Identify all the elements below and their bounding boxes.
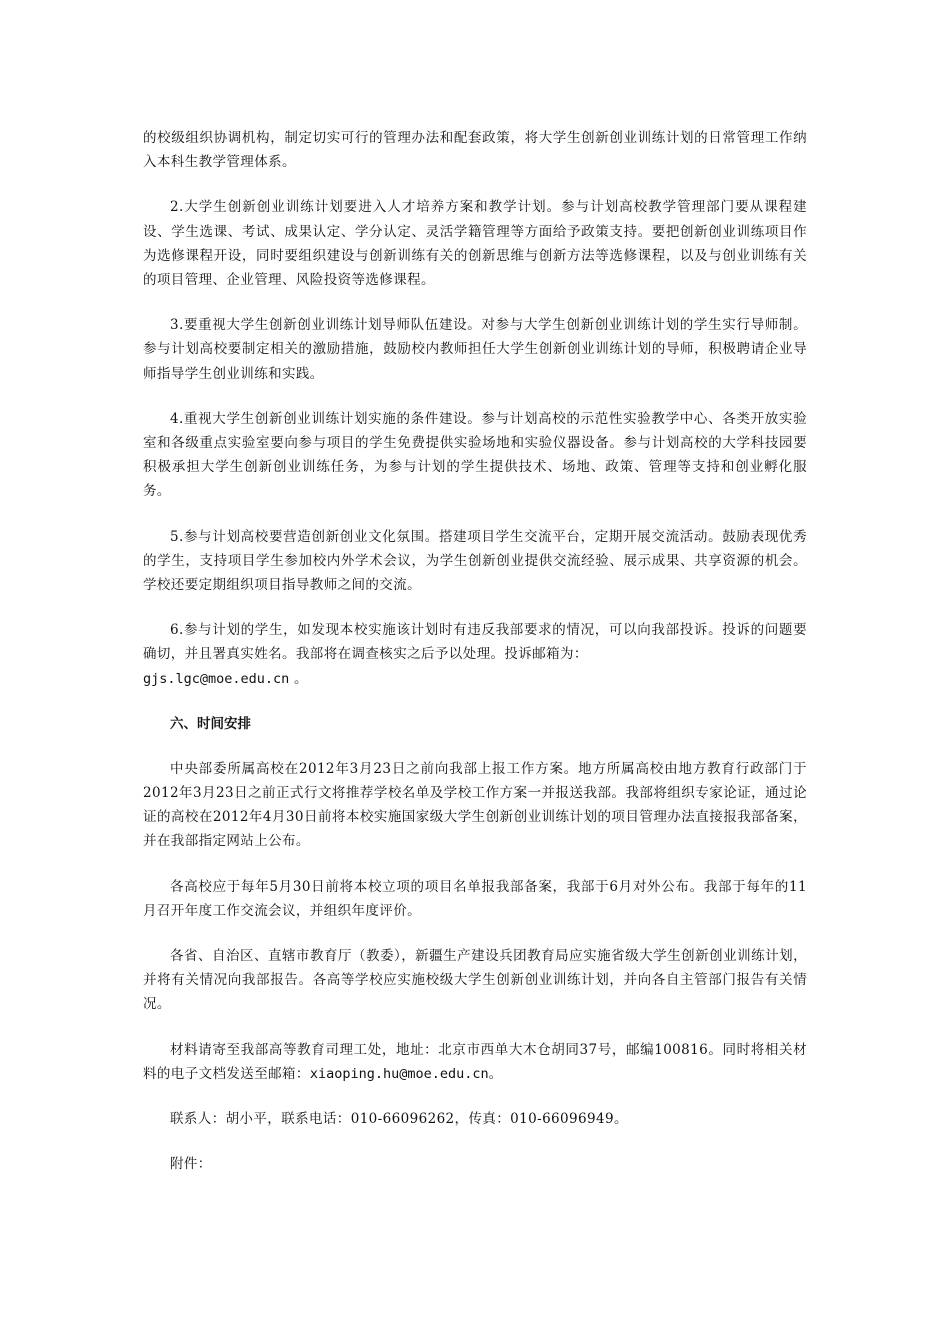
paragraph-item-4: 4.重视大学生创新创业训练计划实施的条件建设。参与计划高校的示范性实验教学中心、各类开放实验室和各级重点实验室要向参与项目的学生免费提供实验场地和实验仪器设备。参与计划高校的大学科技园要积极承担大学生创新创业训练任务，为参与计划的学生提供技术、场地、政策、管理等支持和创业孵化服务。	[143, 410, 807, 500]
paragraph-contact: 联系人：胡小平，联系电话：010-66096262，传真：010-66096949。	[170, 1111, 628, 1128]
paragraph-materials	[143, 1038, 807, 1086]
paragraph-item-5: 5.参与计划高校要营造创新创业文化氛围。搭建项目学生交流平台，定期开展交流活动。鼓励表现优秀的学生，支持项目学生参加校内外学术会议，为学生创新创业提供交流经验、展示成果、共享资源的机会。学校还要定期组织项目指导教师之间的交流。	[143, 528, 807, 594]
paragraph-item-6	[143, 618, 807, 691]
complaint-text: 6.参与计划的学生，如发现本校实施该计划时有违反我部要求的情况，可以向我部投诉。投诉的问题要确切，并且署真实姓名。我部将在调查核实之后予以处理。投诉邮箱为：	[143, 622, 807, 663]
complaint-tail: 。	[289, 670, 308, 687]
paragraph-attachment-label: 附件：	[170, 1156, 212, 1173]
section-heading-schedule: 六、时间安排	[170, 715, 251, 732]
materials-email-link[interactable]: xiaoping.hu@moe.edu.cn	[309, 1065, 489, 1082]
paragraph-schedule-1: 中央部委所属高校在2012年3月23日之前向我部上报工作方案。地方所属高校由地方教育行政部门于2012年3月23日之前正式行文将推荐学校名单及学校工作方案一并报送我部。我部将组织专家论证，通过论证的高校在2012年4月30日前将本校实施国家级大学生创新创业训练计划的项目管理办法直接报我部备案，并在我部指定网站上公布。	[143, 760, 807, 850]
paragraph-schedule-2: 各高校应于每年5月30日前将本校立项的项目名单报我部备案，我部于6月对外公布。我部于每年的11月召开年度工作交流会议，并组织年度评价。	[143, 878, 807, 919]
materials-tail: 。	[488, 1065, 503, 1082]
complaint-email-link[interactable]: gjs.lgc@moe.edu.cn	[143, 670, 290, 687]
document-body	[143, 126, 807, 1198]
paragraph-continuation: 的校级组织协调机构，制定切实可行的管理办法和配套政策，将大学生创新创业训练计划的日常管理工作纳入本科生教学管理体系。	[143, 130, 807, 171]
paragraph-schedule-3: 各省、自治区、直辖市教育厅（教委），新疆生产建设兵团教育局应实施省级大学生创新创业训练计划，并将有关情况向我部报告。各高等学校应实施校级大学生创新创业训练计划，并向各自主管部门报告有关情况。	[143, 948, 807, 1013]
paragraph-item-3: 3.要重视大学生创新创业训练计划导师队伍建设。对参与大学生创新创业训练计划的学生实行导师制。参与计划高校要制定相关的激励措施，鼓励校内教师担任大学生创新创业训练计划的导师，积极聘请企业导师指导学生创业训练和实践。	[143, 317, 807, 382]
paragraph-item-2: 2.大学生创新创业训练计划要进入人才培养方案和教学计划。参与计划高校教学管理部门要从课程建设、学生选课、考试、成果认定、学分认定、灵活学籍管理等方面给予政策支持。要把创新创业训练项目作为选修课程开设，同时要组织建设与创新训练有关的创新思维与创新方法等选修课程，以及与创业训练有关的项目管理、企业管理、风险投资等选修课程。	[143, 199, 807, 289]
materials-text: 材料请寄至我部高等教育司理工处，地址：北京市西单大木仓胡同37号，邮编100816。同时将相关材料的电子文档发送至邮箱：	[143, 1041, 807, 1082]
